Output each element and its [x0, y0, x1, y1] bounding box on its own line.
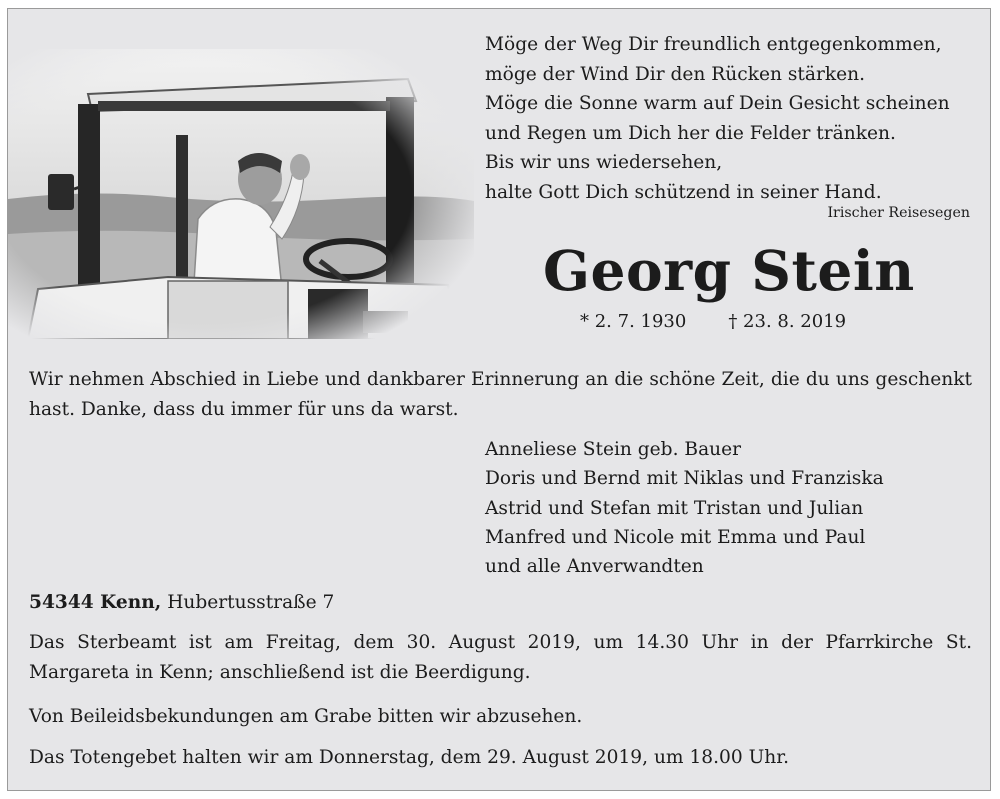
- family-member: Manfred und Nicole mit Emma und Paul: [485, 526, 866, 548]
- poem-line: Möge die Sonne warm auf Dein Gesicht scheinen: [485, 93, 950, 114]
- prayer-text: Das Totengebet halten wir am Donnerstag, dem 29. August 2019, um 18.00 Uhr.: [29, 747, 790, 768]
- family-member: Anneliese Stein geb. Bauer: [485, 439, 742, 460]
- tractor-photo: [8, 49, 474, 339]
- poem-line: halte Gott Dich schützend in seiner Hand.: [485, 181, 882, 203]
- condolence-text: Von Beileidsbekundungen am Grabe bitten wir abzusehen.: [29, 706, 583, 727]
- poem-line: Bis wir uns wiedersehen,: [485, 152, 723, 173]
- poem-line: möge der Wind Dir den Rücken stärken.: [485, 63, 866, 85]
- funeral-text: Das Sterbeamt ist am Freitag, dem 30. August 2019, um 14.30 Uhr in der Pfarrkirche St. Margareta in Kenn; anschließend ist die Beerdigung.: [29, 632, 972, 683]
- family-member: Astrid und Stefan mit Tristan und Julian: [485, 497, 864, 519]
- family-member: und alle Anverwandten: [485, 556, 704, 578]
- poem-line: Möge der Weg Dir freundlich entgegenkommen,: [485, 34, 942, 55]
- death-date: † 23. 8. 2019: [728, 311, 847, 332]
- life-dates: [580, 311, 846, 332]
- birth-date: * 2. 7. 1930: [580, 311, 687, 332]
- address-street: Hubertusstraße 7: [167, 592, 335, 613]
- farewell-text: Wir nehmen Abschied in Liebe und dankbarer Erinnerung an die schöne Zeit, die du uns geschenkt hast. Danke, dass du immer für uns da warst.: [29, 369, 972, 420]
- address-postal-city: 54344 Kenn,: [29, 592, 162, 613]
- family-list: [485, 435, 884, 581]
- poem: [485, 30, 950, 207]
- deceased-name: Georg Stein: [543, 238, 915, 303]
- poem-line: und Regen um Dich her die Felder tränken.: [485, 122, 896, 144]
- family-member: Doris und Bernd mit Niklas und Franziska: [485, 468, 884, 490]
- poem-source: Irischer Reisesegen: [827, 205, 970, 221]
- obituary-notice: [7, 8, 991, 791]
- address: [29, 588, 972, 618]
